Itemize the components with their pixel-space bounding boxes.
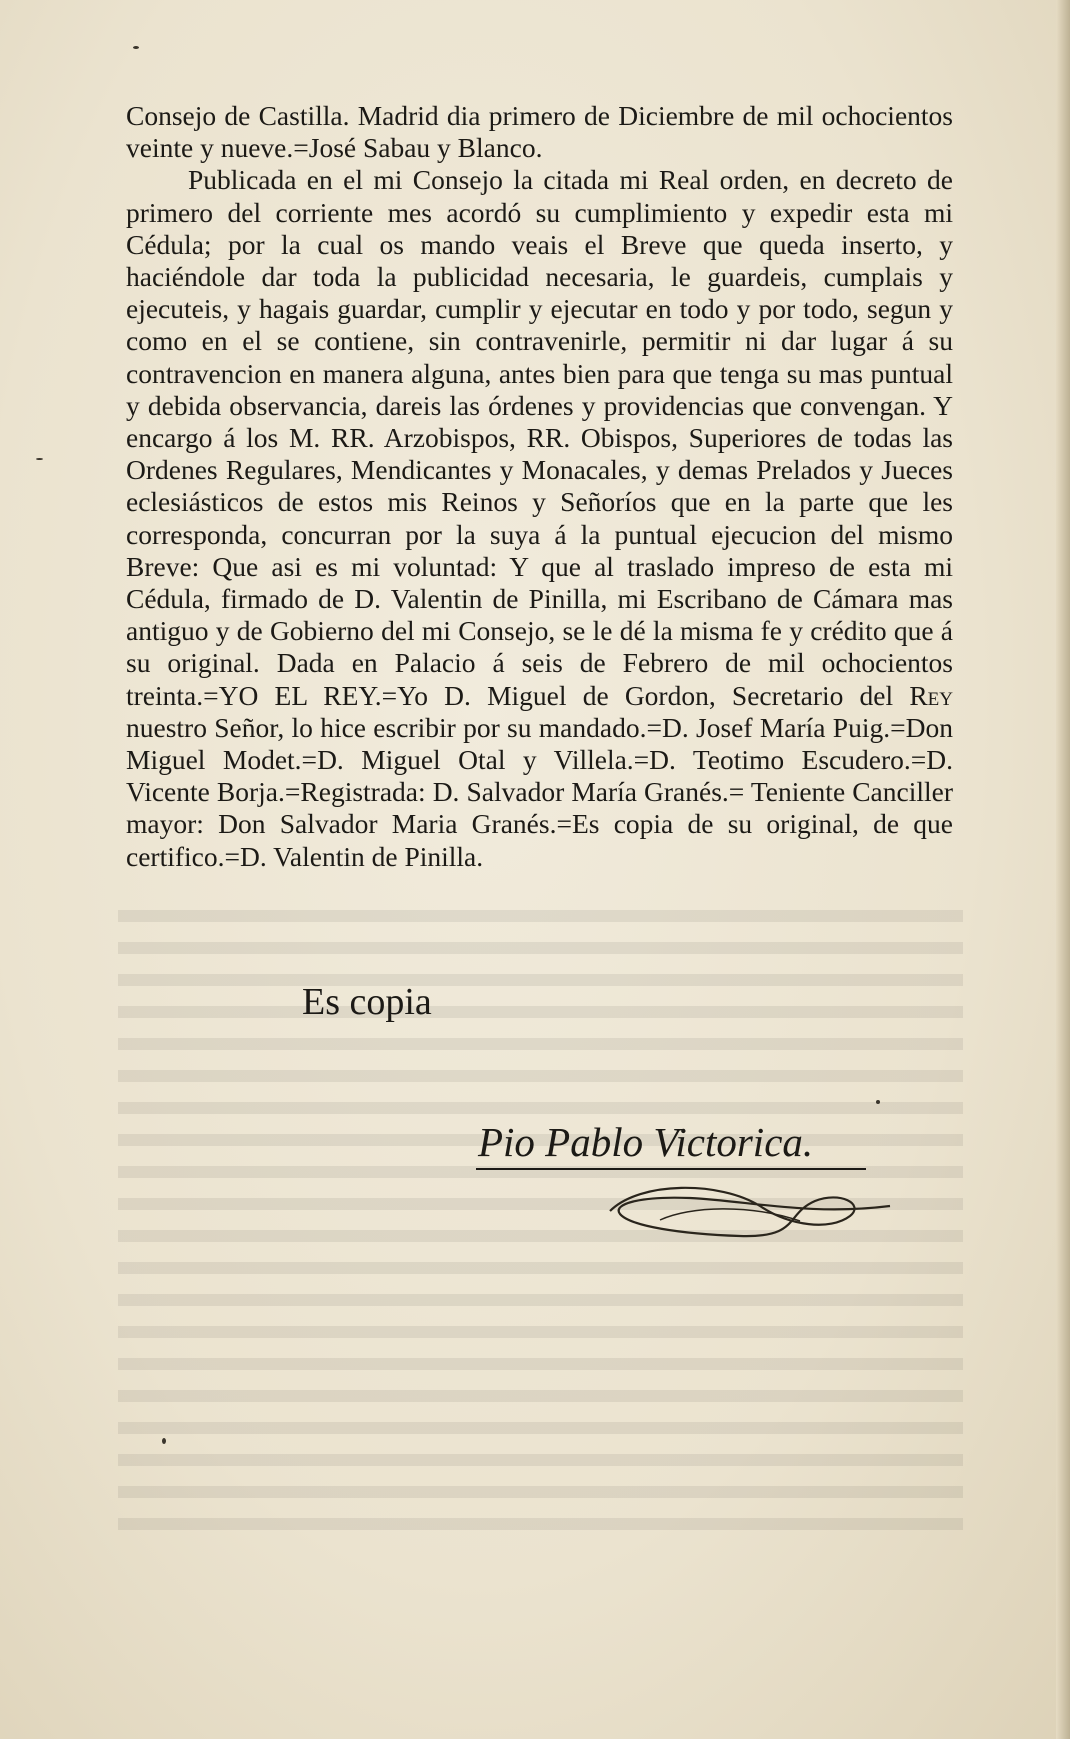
paper-speck [162,1438,166,1444]
paragraph-consejo: Consejo de Castilla. Madrid dia primero de Diciembre de mil ochocientos veinte y nueve.=José Sabau y Blanco. [126,100,953,164]
paper-speck [876,1100,880,1104]
paragraph-publicada [126,164,953,872]
paragraph-publicada-part-1: Publicada en el mi Consejo la citada mi Real orden, en decreto de primero del corriente mes acordó su cumplimiento y expedir esta mi Cédula; por la cual os mando veais el Breve que queda inserto, y haciéndole dar toda la publicidad necesaria, le guardeis, cumplais y ejecuteis, y hagais guardar, cumplir y ejecutar en todo y por todo, segun y como en el se contiene, sin contravenirle, permitir ni dar lugar á su contravencion en manera alguna, antes bien para que tenga su mas puntual y debida observancia, dareis las órdenes y providencias que convengan. Y encargo á los M. RR. Arzobispos, RR. Obispos, Superiores de todas las Ordenes Regulares, Mendicantes y Monacales, y demas Prelados y Jueces eclesiásticos de estos mis Reinos y Señoríos que en la parte que les corresponda, concurran por la suya á la puntual ejecucion del mismo Breve: Que asi es mi voluntad: Y que al traslado impreso de esta mi Cédula, firmado de D. Valentin de Pinilla, mi Escribano de Cámara mas antiguo y de Gobierno del mi Consejo, se le dé la misma fe y crédito que á su original. Dada en Palacio á seis de Febrero de mil ochocientos treinta.=YO EL REY.=Yo D. Miguel de Gordon, Secretario del [126,164,953,711]
rubric-flourish-icon [600,1176,900,1246]
paper-speck [36,458,43,460]
signature: Pio Pablo Victorica. [478,1119,814,1165]
paper-speck [133,46,139,49]
page-edge-shadow [1056,0,1070,1739]
paragraph-publicada-part-2: nuestro Señor, lo hice escribir por su mandado.=D. Josef María Puig.=Don Miguel Modet.=D. Miguel Otal y Villela.=D. Teotimo Escudero.=D. Vicente Borja.=Registrada: D. Salvador María Granés.= Teniente Canciller mayor: Don Salvador Maria Granés.=Es copia de su original, de que certifico.=D. Valentin de Pinilla. [126,711,953,872]
document-body [126,100,953,873]
rey-word: Rey [909,679,953,711]
signature-underline [476,1168,866,1170]
copy-label: Es copia [302,981,432,1023]
